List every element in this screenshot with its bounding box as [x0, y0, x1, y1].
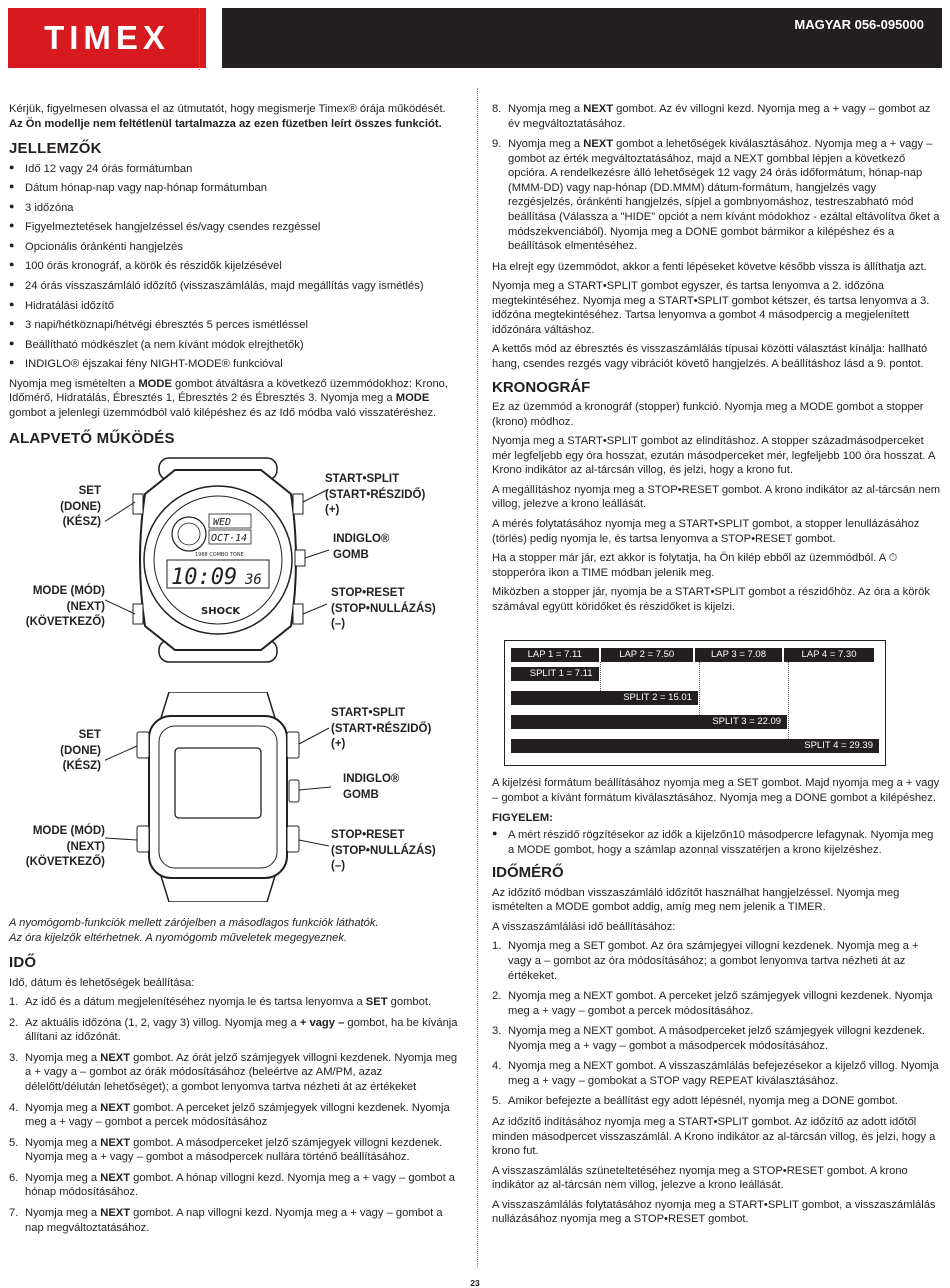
text-run: gombot, ha be kívánja állítani az időzónát. — [25, 1016, 458, 1044]
split-bar: SPLIT 4 = 29.39 — [511, 739, 879, 753]
step-number: 6. — [9, 1171, 19, 1184]
step-number: 8. — [492, 103, 502, 115]
step-number: 3. — [492, 1025, 502, 1038]
text-run: Nyomja meg a — [25, 1171, 101, 1184]
text-line: (DONE) — [60, 500, 101, 513]
lcd-date: OCT·14 — [211, 533, 248, 544]
lcd-seconds: 36 — [245, 572, 262, 588]
text-run: Nyomja meg a — [25, 1101, 101, 1114]
text-line: INDIGLO® — [333, 533, 390, 545]
page-number: 23 — [470, 1278, 480, 1288]
list-item — [492, 1024, 942, 1053]
text-run: gombot. A nap villogni kezd. Nyomja meg a + vagy – gombot a nap megváltoztatásához. — [25, 1206, 443, 1234]
button-note-1: A nyomógomb-funkciók mellett zárójelben a másodlagos funkciók láthatók. — [9, 917, 379, 929]
start-split-label — [325, 472, 425, 519]
text-line: GOMB — [343, 788, 379, 801]
document-code: MAGYAR 056-095000 — [794, 17, 924, 32]
text-run: Nyomja meg a NEXT gombot. A visszaszámlálás befejezésekor a kijelző villog. Nyomja meg a + vagy – gombokat a STOP vagy REPEAT kiválasztásához. — [508, 1060, 939, 1087]
text-line: (START•RÉSZIDŐ) — [325, 488, 426, 501]
step-number: 2. — [492, 990, 502, 1003]
text-run: Nyomja meg a — [25, 1206, 101, 1219]
button-note-2: Az óra kijelzők eltérhetnek. A nyomógomb műveletek megegyeznek. — [9, 931, 348, 944]
list-item — [9, 1171, 461, 1200]
text-run: gombot. — [387, 996, 432, 1009]
set-label — [29, 484, 101, 531]
list-item: ● 24 órás visszaszámláló időzítő (visszaszámlálás, majd megállítás vagy ismétlés) — [9, 279, 461, 294]
text-run: NEXT — [100, 1206, 131, 1219]
chrono-p2: Nyomja meg a START•SPLIT gombot az elindításhoz. A stopper századmásodperceket mér legfeljebb egy óra hosszat, ezután másodperceket mér, legfeljebb 100 óra hosszat. A Krono indikátor az al-tárcsán villog, és jelzi, hogy a krono fut. — [492, 435, 935, 477]
text-run: Nyomja meg a — [508, 103, 584, 115]
hide-note: Ha elrejt egy üzemmódot, akkor a fenti lépéseket követve később vissza is állíthatja azt. — [492, 260, 927, 273]
list-item: ● 100 órás kronográf, a körök és részidők kijelzésével — [9, 259, 461, 274]
text-run: Nyomja meg a — [508, 138, 584, 151]
list-item — [492, 102, 942, 131]
text-run: gombot a lehetőségek kiválasztásához. Nyomja meg a + vagy – gombot az érték megváltoztatásához, majd a NEXT gombbal lépjen a következő opcióra. A rendelkezésre álló lehetőségek 12 vagy 24 órás időformátum, hónap-nap (MMM-DD) vagy nap-hónap (DD.MMM) dátum-formátum, hangjelzés vagy rezgésjelzés, óránkénti hangjelzés, sípjel a gombnyomáshoz, testreszabható mód beállítása (Válassza a "HIDE" opciót a nem kívánt módokhoz - ezáltal eltávolítva őket a módszekvenciából). Nyomja meg a DONE gombot bármikor a kilépéshez és a beállítások elmentéséhez. — [508, 138, 940, 253]
text-line: START•SPLIT — [325, 473, 400, 485]
text-run: NEXT — [100, 1051, 131, 1064]
list-item: ● 3 időzóna — [9, 201, 461, 216]
features-list — [9, 162, 461, 372]
text-run: Nyomja meg a SET gombot. Az óra számjegyei villogni kezdenek. Nyomja meg a + vagy a – gombot az óra módosításához; a gombot lenyomva tartva nézheti át az értékeket. — [508, 940, 919, 982]
list-item: ● Beállítható módkészlet (a nem kívánt módok elrejthetők) — [9, 338, 461, 353]
text-line: (KÉSZ) — [62, 516, 101, 529]
step-number: 5. — [9, 1136, 19, 1149]
left-column — [9, 102, 461, 1241]
split-bar: SPLIT 2 = 15.01 — [511, 691, 698, 705]
timer-p3: Az időzítő indításához nyomja meg a START•SPLIT gombot. Az időzítő az adott időtől minden másodpercet visszaszámlál. A Krono indikátor az al-tárcsán villog, és jelzi, hogy a krono fut. — [492, 1116, 936, 1158]
list-item — [492, 137, 942, 254]
time-steps-continued — [492, 102, 942, 254]
lap-bar: LAP 2 = 7.50 — [601, 648, 693, 662]
stop-reset-label — [331, 586, 436, 633]
split-bar: SPLIT 1 = 7.11 — [511, 667, 599, 681]
text-line: INDIGLO® — [343, 773, 400, 785]
text-line: SET — [78, 485, 101, 497]
text-run: SET — [365, 996, 388, 1009]
step-number: 2. — [9, 1016, 19, 1029]
list-item — [9, 1101, 461, 1130]
list-item: ● INDIGLO® éjszakai fény NIGHT-MODE® funkcióval — [9, 357, 461, 372]
list-item: ● A mért részidő rögzítésekor az idők a kijelzőn10 másodpercre lefagynak. Nyomja meg a MODE gombot, hogy a számlap azonnal visszatérjen a krono kijelzéshez. — [492, 828, 942, 857]
timex-logo — [8, 8, 206, 68]
text-run: NEXT — [100, 1101, 131, 1114]
chrono-p5: Ha a stopper már jár, ezt akkor is folytatja, ha Ön kilép ebből az üzemmódból. A ⏱ stopperóra ikon a TIME módban jelenik meg. — [492, 552, 898, 579]
start-split-label — [331, 706, 431, 753]
split-marker-line — [788, 662, 789, 739]
lap-bar: LAP 1 = 7.11 — [511, 648, 599, 662]
list-item — [9, 1136, 461, 1165]
text-line: START•SPLIT — [331, 707, 406, 719]
list-item: ● Idő 12 vagy 24 órás formátumban — [9, 162, 461, 177]
intro-bold: Az Ön modellje nem feltétlenül tartalmazza az ezen füzetben leírt összes funkciót. — [9, 117, 442, 130]
lap-bar: LAP 4 = 7.30 — [784, 648, 874, 662]
logo-text: TIMEX — [44, 18, 170, 56]
text-run: Az idő és a dátum megjelenítéséhez nyomja le és tartsa lenyomva a — [25, 996, 366, 1009]
step-number: 1. — [9, 996, 19, 1009]
timer-title: IDŐMÉRŐ — [492, 864, 564, 882]
text-run: Nyomja meg a — [25, 1051, 101, 1064]
text-run: Nyomja meg ismételten a — [9, 377, 139, 390]
mode-label — [9, 584, 105, 631]
step-number: 9. — [492, 138, 502, 151]
chrono-title: KRONOGRÁF — [492, 378, 591, 396]
intro — [9, 102, 461, 131]
text-line: (NEXT) — [66, 600, 105, 613]
split-marker-line — [600, 662, 601, 691]
step-number: 5. — [492, 1095, 502, 1108]
step-number: 7. — [9, 1206, 19, 1219]
chrono-p3: A megállításhoz nyomja meg a STOP•RESET gombot. A krono indikátor az al-tárcsán nem villog, jelezve a krono leállását. — [492, 483, 941, 511]
header-divider — [199, 8, 200, 70]
list-item: ● 3 napi/hétköznapi/hétvégi ébresztés 5 perces ismétléssel — [9, 318, 461, 333]
step-number: 1. — [492, 940, 502, 953]
indiglo-label — [333, 532, 389, 563]
right-column — [492, 102, 942, 1232]
split-bar: SPLIT 3 = 22.09 — [511, 715, 787, 729]
attention-list — [492, 828, 942, 857]
text-run: Amikor befejezte a beállítást egy adott lépésnél, nyomja meg a DONE gombot. — [508, 1095, 898, 1108]
lap-split-chart — [504, 640, 886, 766]
text-run: MODE — [138, 377, 172, 390]
text-run: gombot. A perceket jelző számjegyek villogni kezdenek. Nyomja meg a + vagy – gombot a percek módosításához — [25, 1101, 450, 1129]
list-item — [492, 1094, 942, 1109]
text-run: Nyomja meg a NEXT gombot. A másodperceket jelző számjegyek villogni kezdenek. Nyomja meg a + vagy – gombot a másodpercek módosításához. — [508, 1025, 926, 1052]
list-item: ● Opcionális óránkénti hangjelzés — [9, 240, 461, 255]
text-run: NEXT — [100, 1171, 131, 1184]
chrono-p6: Miközben a stopper jár, nyomja be a START•SPLIT gombot a részidőhöz. Az óra a körök számával együtt köridőket és részidőket is kijelzi. — [492, 586, 930, 613]
lap-bar: LAP 3 = 7.08 — [695, 648, 782, 662]
dual-note: A kettős mód az ébresztés és visszaszámlálás típusai közötti választást kínálja: hallható hang, csendes rezgés vagy vibrációt követő hangjelzés. A beállításhoz lásd a 9. pontot. — [492, 343, 928, 370]
format-paragraph: A kijelzési formátum beállításához nyomja meg a SET gombot. Majd nyomja meg a + vagy – gombot a kívánt formátum kiválasztásához. Nyomja meg a DONE gombot a kilépéshez. — [492, 777, 940, 804]
stop-reset-label — [331, 828, 436, 875]
text-run: + vagy – — [299, 1016, 345, 1029]
set-label — [29, 728, 101, 775]
split-marker-line — [699, 662, 700, 715]
lcd-time: 10:09 — [171, 565, 238, 590]
watch-square-illustration — [105, 692, 331, 902]
lcd-tone: 1988 COMBO TONE — [195, 552, 244, 558]
text-run: Az aktuális időzóna (1, 2, vagy 3) villog. Nyomja meg a — [25, 1016, 300, 1029]
text-run: MODE — [395, 392, 430, 405]
step-number: 4. — [9, 1101, 19, 1114]
text-line: GOMB — [333, 548, 369, 561]
intro-text: Kérjük, figyelmesen olvassa el az útmutatót, hogy megismerje Timex® órája működését. — [9, 103, 446, 115]
column-divider — [477, 88, 478, 1268]
text-line: MODE (MÓD) — [32, 825, 105, 837]
step-number: 3. — [9, 1051, 19, 1064]
text-run: NEXT — [583, 138, 614, 151]
attention-label: FIGYELEM: — [492, 811, 553, 824]
time-intro: Idő, dátum és lehetőségek beállítása: — [9, 976, 195, 989]
list-item — [492, 1059, 942, 1088]
timer-p4: A visszaszámlálás szüneteltetéséhez nyomja meg a STOP•RESET gombot. A krono indikátor az al-tárcsán nem villog, jelezve a krono leállását. — [492, 1164, 908, 1192]
text-line: STOP•RESET — [331, 829, 405, 841]
indiglo-label — [343, 772, 399, 803]
text-line: (START•RÉSZIDŐ) — [331, 722, 432, 735]
text-run: Nyomja meg a NEXT gombot. A perceket jelző számjegyek villogni kezdenek. Nyomja meg a + vagy – gombot a percek módosításához. — [508, 990, 933, 1017]
text-run: gombot. A hónap villogni kezd. Nyomja meg a + vagy – gombot a hónap módosításához. — [25, 1171, 456, 1199]
text-run: NEXT — [583, 103, 614, 115]
mode-label — [9, 824, 105, 871]
list-item — [492, 989, 942, 1018]
lcd-day: WED — [213, 517, 232, 528]
timer-p1: Az időzítő módban visszaszámláló időzítőt használhat hangjelzéssel. Nyomja meg ismételten a MODE gombot addig, amíg meg nem jelenik a TIMER. — [492, 886, 900, 914]
text-line: (KÉSZ) — [62, 760, 101, 773]
timer-p5: A visszaszámlálás folytatásához nyomja meg a START•SPLIT gombot, a visszaszámlálás nullázásához nyomja meg a STOP•RESET gombot. — [492, 1198, 936, 1226]
chrono-p1: Ez az üzemmód a kronográf (stopper) funkció. Nyomja meg a MODE gombot a stopper (krono) módhoz. — [492, 401, 924, 428]
basic-title: ALAPVETŐ MŰKÖDÉS — [9, 429, 175, 447]
list-item: ● Dátum hónap-nap vagy nap-hónap formátumban — [9, 181, 461, 196]
chrono-p4: A mérés folytatásához nyomja meg a START•SPLIT gombot, a stopper lenullázásához (törlés) pedig nyomja le, és tartsa lenyomva a STOP•RESET gombot. — [492, 518, 920, 545]
text-line: (STOP•NULLÁZÁS) — [331, 602, 436, 615]
list-item — [9, 1206, 461, 1235]
text-run: gombot. A másodperceket jelző számjegyek villogni kezdenek. Nyomja meg a + vagy – gombot a másodpercek nullára történő beállításához. — [25, 1136, 443, 1164]
watch-diagram-square — [9, 692, 461, 902]
text-run: gombot átváltásra a következő üzemmódokhoz: Krono, Időmérő, Hidratálás, Ébresztés 1, Ébresztés 2 és Ébresztés 3. Nyomja meg a — [9, 377, 449, 405]
text-run: gombot a jelenlegi üzemmódból való kilépéshez és az Idő módba való visszatéréshez. — [9, 406, 437, 419]
text-line: (DONE) — [60, 744, 101, 757]
list-item: ● Figyelmeztetések hangjelzéssel és/vagy csendes rezgéssel — [9, 220, 461, 235]
mode-paragraph — [9, 377, 461, 421]
text-line: (–) — [331, 860, 346, 873]
list-item — [9, 995, 461, 1010]
features-title: JELLEMZŐK — [9, 140, 102, 158]
text-line: (KÖVETKEZŐ) — [25, 616, 105, 629]
watch-round-illustration — [105, 454, 331, 666]
bezel-text: SHOCK — [201, 606, 241, 617]
watch-diagram-round — [9, 454, 461, 666]
time-steps — [9, 995, 461, 1235]
text-line: MODE (MÓD) — [32, 585, 105, 597]
zone-note: Nyomja meg a START•SPLIT gombot egyszer, és tartsa lenyomva a 2. időzóna megtekintéséhez. Nyomja meg a START•SPLIT gombot kétszer, és tartsa lenyomva a 3. időzóna megtekintéséhez. Tartsa lenyomva a gombot 4 másodpercig a megjelenített időzónára váltáshoz. — [492, 280, 930, 336]
list-item — [492, 939, 942, 983]
text-run: gombot. Az év villogni kezd. Nyomja meg a + vagy – gombot az év megváltoztatásához. — [508, 103, 931, 130]
timer-p2: A visszaszámlálási idő beállításához: — [492, 920, 676, 933]
time-title: IDŐ — [9, 954, 37, 972]
text-line: (STOP•NULLÁZÁS) — [331, 844, 436, 857]
list-item — [9, 1051, 461, 1095]
header-bar — [222, 8, 942, 68]
text-line: (+) — [331, 738, 346, 751]
list-item: ● Hidratálási időzítő — [9, 299, 461, 314]
text-line: (NEXT) — [66, 840, 105, 853]
timer-steps — [492, 939, 942, 1109]
text-run: Nyomja meg a — [25, 1136, 101, 1149]
text-run: NEXT — [100, 1136, 131, 1149]
text-line: (+) — [325, 504, 340, 517]
text-line: (–) — [331, 618, 346, 631]
text-line: (KÖVETKEZŐ) — [25, 856, 105, 869]
text-run: gombot. Az órát jelző számjegyek villogni kezdenek. Nyomja meg a + vagy a – gombot az órák módosításához (beleértve az AM/PM, azaz délelőtt/délután lehetőséget); a gombot lenyomva tartva nézheti át az értékeket — [25, 1051, 458, 1093]
text-line: SET — [78, 729, 101, 741]
list-item — [9, 1016, 461, 1045]
step-number: 4. — [492, 1060, 502, 1073]
text-line: STOP•RESET — [331, 587, 405, 599]
